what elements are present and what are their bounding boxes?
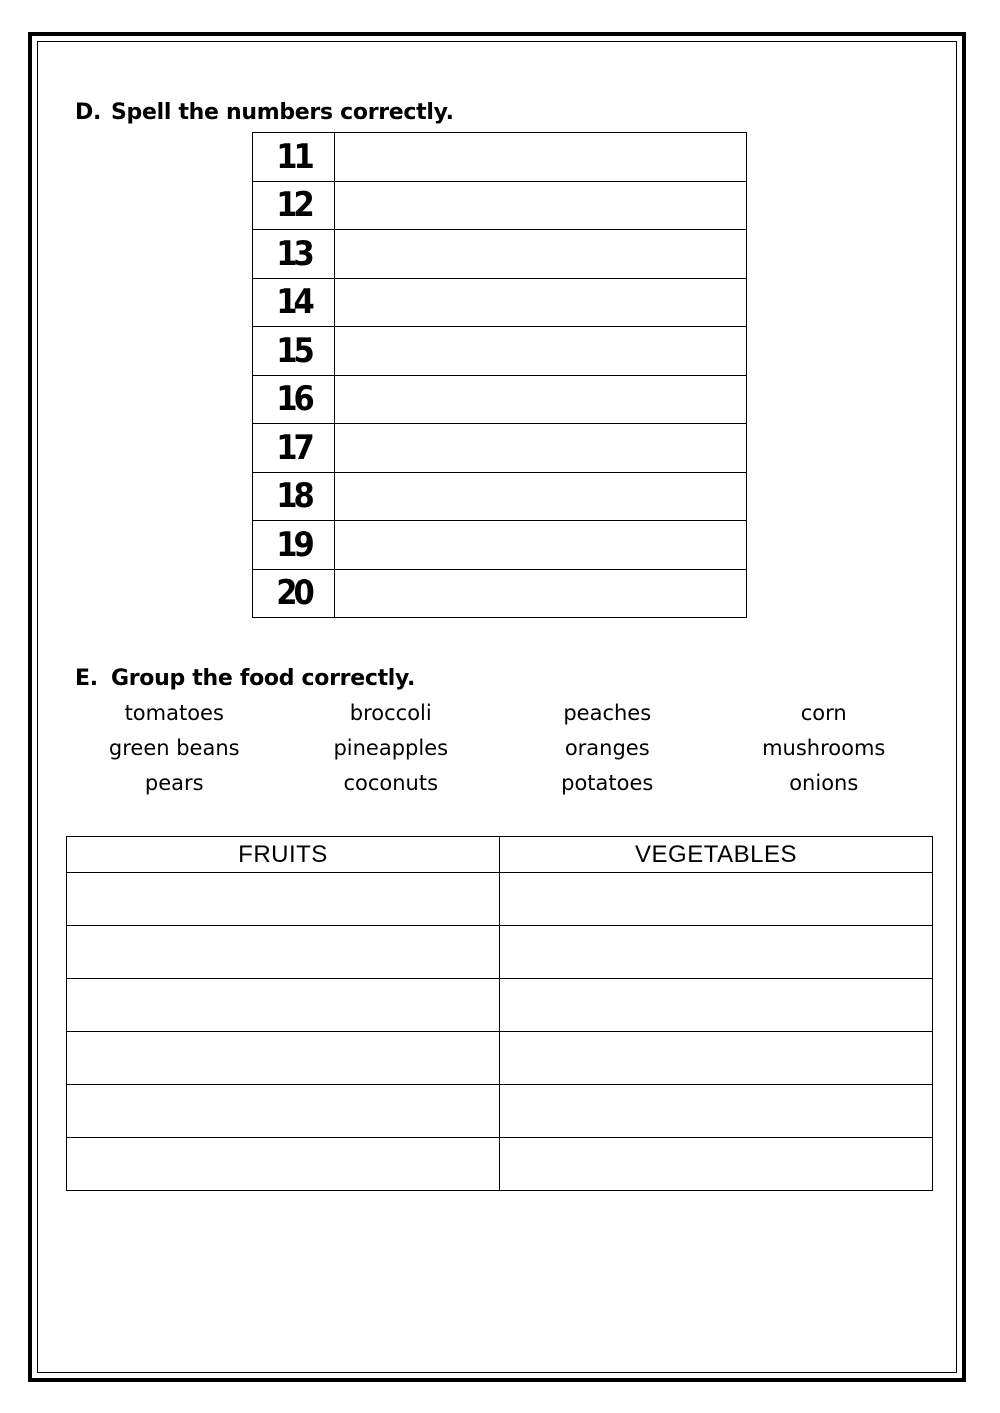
section-d-letter: D.: [75, 100, 102, 125]
table-row: [253, 375, 747, 424]
word-bank-item: coconuts: [343, 771, 439, 795]
answer-cell[interactable]: [335, 424, 747, 473]
answer-cell[interactable]: [335, 327, 747, 376]
vegetable-answer-cell[interactable]: [500, 926, 933, 979]
table-row: [253, 133, 747, 182]
fruit-answer-cell[interactable]: [67, 979, 500, 1032]
answer-cell[interactable]: [335, 278, 747, 327]
answer-cell[interactable]: [335, 133, 747, 182]
word-bank-item: green beans: [108, 736, 240, 760]
table-row: [253, 472, 747, 521]
word-bank-item: peaches: [563, 701, 652, 725]
word-bank-item: pears: [144, 771, 204, 795]
spell-numbers-table: [252, 132, 747, 618]
section-d-heading: [75, 100, 454, 125]
answer-cell[interactable]: [335, 375, 747, 424]
word-bank-item: pineapples: [333, 736, 449, 760]
word-bank-item: onions: [789, 771, 859, 795]
word-bank-item: tomatoes: [124, 701, 224, 725]
answer-cell[interactable]: [335, 181, 747, 230]
table-row: [253, 569, 747, 618]
table-row: [253, 230, 747, 279]
word-bank-item: oranges: [564, 736, 650, 760]
number-cell: 18: [253, 472, 335, 521]
vegetable-answer-cell[interactable]: [500, 1085, 933, 1138]
vegetable-answer-cell[interactable]: [500, 1032, 933, 1085]
section-e-heading: [75, 666, 415, 691]
section-e-letter: E.: [75, 666, 98, 691]
fruit-answer-cell[interactable]: [67, 1085, 500, 1138]
number-cell: 15: [253, 327, 335, 376]
vegetable-answer-cell[interactable]: [500, 979, 933, 1032]
number-cell: 19: [253, 521, 335, 570]
fruits-header: FRUITS: [67, 837, 500, 873]
table-row: [253, 327, 747, 376]
fruit-answer-cell[interactable]: [67, 1032, 500, 1085]
word-bank-item: broccoli: [349, 701, 432, 725]
table-row: [67, 1085, 933, 1138]
word-bank-item: potatoes: [561, 771, 654, 795]
number-cell: 13: [253, 230, 335, 279]
word-bank-item: mushrooms: [762, 736, 886, 760]
table-row: [67, 926, 933, 979]
answer-cell[interactable]: [335, 569, 747, 618]
section-e-title: Group the food correctly.: [111, 666, 416, 691]
number-cell: 20: [253, 569, 335, 618]
number-cell: 16: [253, 375, 335, 424]
table-row: [253, 424, 747, 473]
food-groups-table: [66, 836, 933, 1191]
word-bank-item: corn: [800, 701, 847, 725]
table-row: [67, 873, 933, 926]
vegetable-answer-cell[interactable]: [500, 873, 933, 926]
table-row: [67, 1138, 933, 1191]
table-row: [253, 521, 747, 570]
word-bank: [66, 698, 932, 798]
fruit-answer-cell[interactable]: [67, 1138, 500, 1191]
fruit-answer-cell[interactable]: [67, 873, 500, 926]
table-row: [67, 979, 933, 1032]
number-cell: 17: [253, 424, 335, 473]
vegetable-answer-cell[interactable]: [500, 1138, 933, 1191]
number-cell: 11: [253, 133, 335, 182]
number-cell: 12: [253, 181, 335, 230]
fruit-answer-cell[interactable]: [67, 926, 500, 979]
answer-cell[interactable]: [335, 230, 747, 279]
number-cell: 14: [253, 278, 335, 327]
answer-cell[interactable]: [335, 521, 747, 570]
table-header-row: [67, 837, 933, 873]
answer-cell[interactable]: [335, 472, 747, 521]
section-d-title: Spell the numbers correctly.: [111, 100, 454, 125]
table-row: [253, 181, 747, 230]
vegetables-header: VEGETABLES: [500, 837, 933, 873]
table-row: [67, 1032, 933, 1085]
table-row: [253, 278, 747, 327]
